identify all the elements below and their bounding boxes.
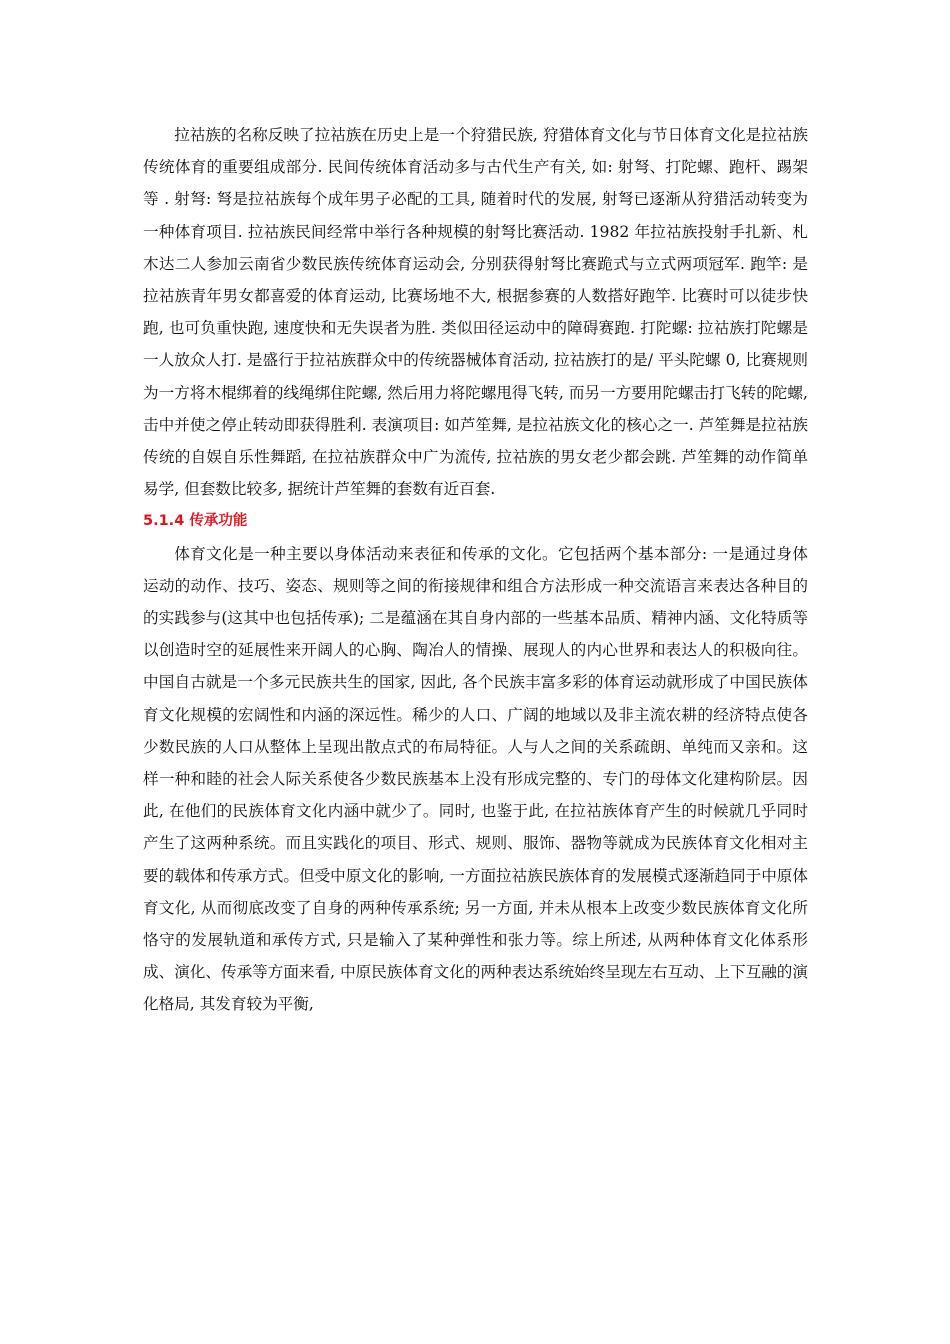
document-body	[143, 119, 808, 1021]
section-heading: 5.1.4 传承功能	[143, 513, 248, 530]
paragraph-inheritance-function: 体育文化是一种主要以身体活动来表征和传承的文化。它包括两个基本部分: 一是通过身体运动的动作、技巧、姿态、规则等之间的衔接规律和组合方法形成一种交流语言来表达各种目的的实践参与(这其中也包括传承); 二是蕴涵在其自身内部的一些基本品质、精神内涵、文化特质等以创造时空的延展性来开阔人的心胸、陶冶人的情操、展现人的内心世界和表达人的积极向往。中国自古就是一个多元民族共生的国家, 因此, 各个民族丰富多彩的体育运动就形成了中国民族体育文化规模的宏阔性和内涵的深远性。稀少的人口、广阔的地域以及非主流农耕的经济特点使各少数民族的人口从整体上呈现出散点式的布局特征。人与人之间的关系疏朗、单纯而又亲和。这样一种和睦的社会人际关系使各少数民族基本上没有形成完整的、专门的母体文化建构阶层。因此, 在他们的民族体育文化内涵中就少了。同时, 也鉴于此, 在拉祜族体育产生的时候就几乎同时产生了这两种系统。而且实践化的项目、形式、规则、服饰、器物等就成为民族体育文化相对主要的载体和传承方式。但受中原文化的影响, 一方面拉祜族民族体育的发展模式逐渐趋同于中原体育文化, 从而彻底改变了自身的两种传承系统; 另一方面, 并未从根本上改变少数民族体育文化所恪守的发展轨道和承传方式, 只是输入了某种弹性和张力等。综上所述, 从两种体育文化体系形成、演化、传承等方面来看, 中原民族体育文化的两种表达系统始终呈现左右互动、上下互融的演化格局, 其发育较为平衡,	[143, 544, 808, 1014]
paragraph-lahu-hunting-sports: 拉祜族的名称反映了拉祜族在历史上是一个狩猎民族, 狩猎体育文化与节日体育文化是拉祜族传统体育的重要组成部分. 民间传统体育活动多与古代生产有关, 如: 射弩、打陀螺、跑杆、踢架等 . 射弩: 弩是拉祜族每个成年男子必配的工具, 随着时代的发展, 射弩已逐渐从狩猎活动转变为一种体育项目. 拉祜族民间经常中举行各种规模的射弩比赛活动. 1982 年拉祜族投射手扎新、札木达二人参加云南省少数民族传统体育运动会, 分别获得射弩比赛跪式与立式两项冠军. 跑竿: 是拉祜族青年男女都喜爱的体育运动, 比赛场地不大, 根据参赛的人数搭好跑竿. 比赛时可以徒步快跑, 也可负重快跑, 速度快和无失误者为胜. 类似田径运动中的障碍赛跑. 打陀螺: 拉祜族打陀螺是一人放众人打. 是盛行于拉祜族群众中的传统器械体育活动, 拉祜族打的是/ 平头陀螺 0, 比赛规则为一方将木棍绑着的线绳绑住陀螺, 然后用力将陀螺甩得飞转, 而另一方要用陀螺击打飞转的陀螺, 击中并使之停止转动即获得胜利. 表演项目: 如芦笙舞, 是拉祜族文化的核心之一. 芦笙舞是拉祜族传统的自娱自乐性舞蹈, 在拉祜族群众中广为流传, 拉祜族的男女老少都会跳. 芦笙舞的动作简单易学, 但套数比较多, 据统计芦笙舞的套数有近百套.	[143, 126, 808, 499]
